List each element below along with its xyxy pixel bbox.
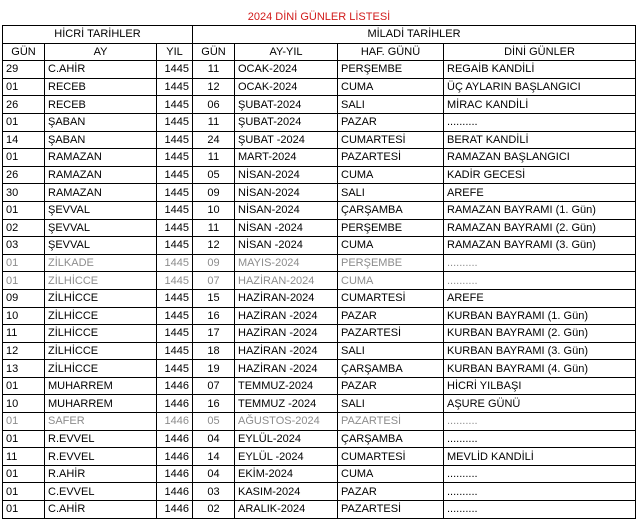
religious-day-cell: .......... [444,272,636,290]
table-row [3,360,636,378]
weekday-cell: CUMA [338,78,444,96]
hicri-month-cell: ŞEVVAL [45,201,157,219]
miladi-month-year-cell: NİSAN-2024 [235,184,338,202]
table-row [3,201,636,219]
column-header-row [3,43,636,61]
hicri-day-cell: 01 [3,483,45,501]
hicri-month-cell: ZİLHİCCE [45,360,157,378]
hicri-month-cell: ŞEVVAL [45,237,157,255]
weekday-cell: CUMA [338,465,444,483]
miladi-day-cell: 15 [193,289,235,307]
miladi-day-cell: 16 [193,307,235,325]
hicri-month-cell: R.AHİR [45,465,157,483]
miladi-day-cell: 10 [193,201,235,219]
weekday-cell: SALI [338,395,444,413]
religious-day-cell: ÜÇ AYLARIN BAŞLANGICI [444,78,636,96]
table-row [3,325,636,343]
hicri-month-cell: RECEB [45,96,157,114]
hicri-year-cell: 1446 [157,413,193,431]
religious-day-cell: KURBAN BAYRAMI (4. Gün) [444,360,636,378]
weekday-cell: PERŞEMBE [338,254,444,272]
religious-day-cell: RAMAZAN BAYRAMI (2. Gün) [444,219,636,237]
miladi-day-cell: 04 [193,465,235,483]
table-row [3,413,636,431]
weekday-cell: PAZARTESİ [338,325,444,343]
col-header-dini-gunler: DİNİ GÜNLER [444,43,636,61]
table-row [3,113,636,131]
miladi-month-year-cell: HAZİRAN-2024 [235,289,338,307]
miladi-month-year-cell: TEMMUZ -2024 [235,395,338,413]
miladi-day-cell: 19 [193,360,235,378]
miladi-day-cell: 12 [193,78,235,96]
table-row [3,483,636,501]
miladi-month-year-cell: KASIM-2024 [235,483,338,501]
religious-day-cell: MİRAC KANDİLİ [444,96,636,114]
weekday-cell: PAZAR [338,483,444,501]
weekday-cell: CUMARTESİ [338,289,444,307]
weekday-cell: CUMA [338,166,444,184]
hicri-day-cell: 30 [3,184,45,202]
miladi-month-year-cell: EYLÜL-2024 [235,430,338,448]
table-row [3,395,636,413]
miladi-month-year-cell: TEMMUZ-2024 [235,377,338,395]
miladi-day-cell: 09 [193,184,235,202]
col-header-ay: AY [45,43,157,61]
hicri-year-cell: 1446 [157,430,193,448]
religious-day-cell: .......... [444,501,636,519]
table-row [3,448,636,466]
hicri-day-cell: 26 [3,96,45,114]
hicri-day-cell: 01 [3,254,45,272]
hicri-day-cell: 01 [3,430,45,448]
miladi-month-year-cell: HAZİRAN -2024 [235,325,338,343]
miladi-day-cell: 14 [193,448,235,466]
hicri-month-cell: ŞEVVAL [45,219,157,237]
hicri-month-cell: ZİLHİCCE [45,307,157,325]
religious-day-cell: .......... [444,413,636,431]
title-row [3,8,636,26]
weekday-cell: SALI [338,96,444,114]
table-row [3,342,636,360]
hicri-month-cell: ŞABAN [45,131,157,149]
hicri-year-cell: 1445 [157,131,193,149]
hicri-year-cell: 1446 [157,465,193,483]
hicri-day-cell: 01 [3,113,45,131]
miladi-month-year-cell: AĞUSTOS-2024 [235,413,338,431]
weekday-cell: CUMA [338,272,444,290]
group-header-row [3,26,636,44]
miladi-month-year-cell: OCAK-2024 [235,78,338,96]
miladi-month-year-cell: ARALIK-2024 [235,501,338,519]
weekday-cell: PAZAR [338,307,444,325]
table-row [3,184,636,202]
religious-days-table [2,8,636,519]
hicri-day-cell: 01 [3,377,45,395]
hicri-month-cell: RAMAZAN [45,184,157,202]
hicri-month-cell: ŞABAN [45,113,157,131]
table-row [3,219,636,237]
table-row [3,96,636,114]
hicri-year-cell: 1445 [157,61,193,79]
table-row [3,289,636,307]
hicri-year-cell: 1445 [157,201,193,219]
religious-day-cell: RAMAZAN BAYRAMI (3. Gün) [444,237,636,255]
religious-day-cell: .......... [444,465,636,483]
weekday-cell: PERŞEMBE [338,61,444,79]
religious-day-cell: .......... [444,113,636,131]
hicri-year-cell: 1445 [157,307,193,325]
hicri-day-cell: 14 [3,131,45,149]
hicri-year-cell: 1445 [157,237,193,255]
hicri-year-cell: 1445 [157,78,193,96]
miladi-day-cell: 24 [193,131,235,149]
table-row [3,307,636,325]
hicri-month-cell: C.EVVEL [45,483,157,501]
hicri-day-cell: 01 [3,78,45,96]
miladi-month-year-cell: OCAK-2024 [235,61,338,79]
miladi-day-cell: 09 [193,254,235,272]
religious-day-cell: BERAT KANDİLİ [444,131,636,149]
religious-day-cell: KURBAN BAYRAMI (2. Gün) [444,325,636,343]
religious-day-cell: RAMAZAN BAYRAMI (1. Gün) [444,201,636,219]
hicri-month-cell: ZİLHİCCE [45,342,157,360]
hicri-day-cell: 10 [3,307,45,325]
miladi-month-year-cell: NİSAN -2024 [235,219,338,237]
hicri-day-cell: 29 [3,61,45,79]
religious-day-cell: RAMAZAN BAŞLANGICI [444,149,636,167]
miladi-month-year-cell: NİSAN -2024 [235,237,338,255]
miladi-month-year-cell: HAZİRAN -2024 [235,360,338,378]
religious-day-cell: REGAİB KANDİLİ [444,61,636,79]
table-row [3,149,636,167]
hicri-month-cell: R.EVVEL [45,448,157,466]
weekday-cell: ÇARŞAMBA [338,201,444,219]
hicri-month-cell: C.AHİR [45,61,157,79]
weekday-cell: PAZARTESİ [338,149,444,167]
miladi-month-year-cell: NİSAN-2024 [235,166,338,184]
hicri-day-cell: 01 [3,272,45,290]
miladi-month-year-cell: HAZİRAN-2024 [235,272,338,290]
hicri-month-cell: ZİLHİCCE [45,325,157,343]
religious-day-cell: .......... [444,483,636,501]
weekday-cell: PAZAR [338,377,444,395]
miladi-day-cell: 12 [193,237,235,255]
table-row [3,131,636,149]
weekday-cell: ÇARŞAMBA [338,430,444,448]
hicri-year-cell: 1445 [157,96,193,114]
religious-day-cell: KURBAN BAYRAMI (3. Gün) [444,342,636,360]
miladi-month-year-cell: ŞUBAT-2024 [235,113,338,131]
miladi-month-year-cell: EKİM-2024 [235,465,338,483]
hicri-month-cell: MUHARREM [45,377,157,395]
miladi-day-cell: 07 [193,272,235,290]
hicri-year-cell: 1446 [157,501,193,519]
hicri-day-cell: 01 [3,501,45,519]
hicri-header: HİCRİ TARİHLER [3,26,193,44]
table-row [3,237,636,255]
miladi-month-year-cell: ŞUBAT -2024 [235,131,338,149]
page-title: 2024 DİNİ GÜNLER LİSTESİ [247,10,391,23]
miladi-month-year-cell: MAYIS-2024 [235,254,338,272]
miladi-day-cell: 18 [193,342,235,360]
miladi-day-cell: 06 [193,96,235,114]
hicri-month-cell: C.AHİR [45,501,157,519]
weekday-cell: CUMARTESİ [338,131,444,149]
hicri-month-cell: ZİLHİCCE [45,272,157,290]
hicri-year-cell: 1445 [157,254,193,272]
miladi-day-cell: 02 [193,501,235,519]
hicri-day-cell: 09 [3,289,45,307]
hicri-year-cell: 1445 [157,219,193,237]
hicri-month-cell: ZİLKADE [45,254,157,272]
miladi-day-cell: 05 [193,413,235,431]
col-header-haf-gunu: HAF. GÜNÜ [338,43,444,61]
miladi-day-cell: 07 [193,377,235,395]
col-header-ay-yil: AY-YIL [235,43,338,61]
hicri-day-cell: 12 [3,342,45,360]
col-header-gun: GÜN [3,43,45,61]
miladi-day-cell: 05 [193,166,235,184]
miladi-day-cell: 03 [193,483,235,501]
religious-day-cell: .......... [444,430,636,448]
miladi-day-cell: 11 [193,61,235,79]
hicri-year-cell: 1446 [157,377,193,395]
hicri-day-cell: 10 [3,395,45,413]
religious-day-cell: KURBAN BAYRAMI (1. Gün) [444,307,636,325]
hicri-day-cell: 01 [3,149,45,167]
hicri-month-cell: RAMAZAN [45,166,157,184]
weekday-cell: CUMARTESİ [338,448,444,466]
hicri-year-cell: 1445 [157,166,193,184]
hicri-month-cell: ZİLHİCCE [45,289,157,307]
hicri-year-cell: 1445 [157,272,193,290]
hicri-day-cell: 01 [3,465,45,483]
table-row [3,166,636,184]
hicri-year-cell: 1445 [157,342,193,360]
hicri-month-cell: MUHARREM [45,395,157,413]
table-row [3,465,636,483]
miladi-day-cell: 11 [193,113,235,131]
miladi-header: MİLADİ TARİHLER [193,26,636,44]
col-header-gun-miladi: GÜN [193,43,235,61]
hicri-month-cell: R.EVVEL [45,430,157,448]
hicri-year-cell: 1445 [157,149,193,167]
miladi-month-year-cell: HAZİRAN -2024 [235,307,338,325]
religious-day-cell: .......... [444,254,636,272]
hicri-month-cell: RECEB [45,78,157,96]
hicri-year-cell: 1446 [157,483,193,501]
table-row [3,377,636,395]
hicri-year-cell: 1445 [157,184,193,202]
table-row [3,430,636,448]
hicri-day-cell: 11 [3,325,45,343]
table-row [3,61,636,79]
miladi-month-year-cell: MART-2024 [235,149,338,167]
hicri-month-cell: SAFER [45,413,157,431]
religious-day-cell: AŞURE GÜNÜ [444,395,636,413]
miladi-month-year-cell: EYLÜL -2024 [235,448,338,466]
religious-day-cell: AREFE [444,289,636,307]
table-row [3,501,636,519]
hicri-day-cell: 11 [3,448,45,466]
religious-day-cell: AREFE [444,184,636,202]
hicri-day-cell: 03 [3,237,45,255]
miladi-day-cell: 04 [193,430,235,448]
hicri-day-cell: 13 [3,360,45,378]
table-row [3,254,636,272]
miladi-day-cell: 11 [193,219,235,237]
weekday-cell: PAZARTESİ [338,501,444,519]
table-row [3,78,636,96]
weekday-cell: PAZAR [338,113,444,131]
miladi-month-year-cell: ŞUBAT-2024 [235,96,338,114]
weekday-cell: ÇARŞAMBA [338,360,444,378]
religious-day-cell: HİCRİ YILBAŞI [444,377,636,395]
hicri-year-cell: 1446 [157,448,193,466]
miladi-day-cell: 16 [193,395,235,413]
weekday-cell: PAZARTESİ [338,413,444,431]
hicri-year-cell: 1445 [157,325,193,343]
hicri-day-cell: 02 [3,219,45,237]
hicri-year-cell: 1445 [157,289,193,307]
hicri-year-cell: 1445 [157,360,193,378]
hicri-month-cell: RAMAZAN [45,149,157,167]
weekday-cell: PERŞEMBE [338,219,444,237]
weekday-cell: CUMA [338,237,444,255]
hicri-day-cell: 26 [3,166,45,184]
miladi-month-year-cell: HAZİRAN -2024 [235,342,338,360]
miladi-day-cell: 11 [193,149,235,167]
weekday-cell: SALI [338,184,444,202]
hicri-year-cell: 1445 [157,113,193,131]
religious-day-cell: KADİR GECESİ [444,166,636,184]
table-row [3,272,636,290]
weekday-cell: SALI [338,342,444,360]
religious-day-cell: MEVLİD KANDİLİ [444,448,636,466]
miladi-day-cell: 17 [193,325,235,343]
col-header-yil: YIL [157,43,193,61]
miladi-month-year-cell: NİSAN-2024 [235,201,338,219]
hicri-day-cell: 01 [3,413,45,431]
hicri-day-cell: 01 [3,201,45,219]
hicri-year-cell: 1446 [157,395,193,413]
